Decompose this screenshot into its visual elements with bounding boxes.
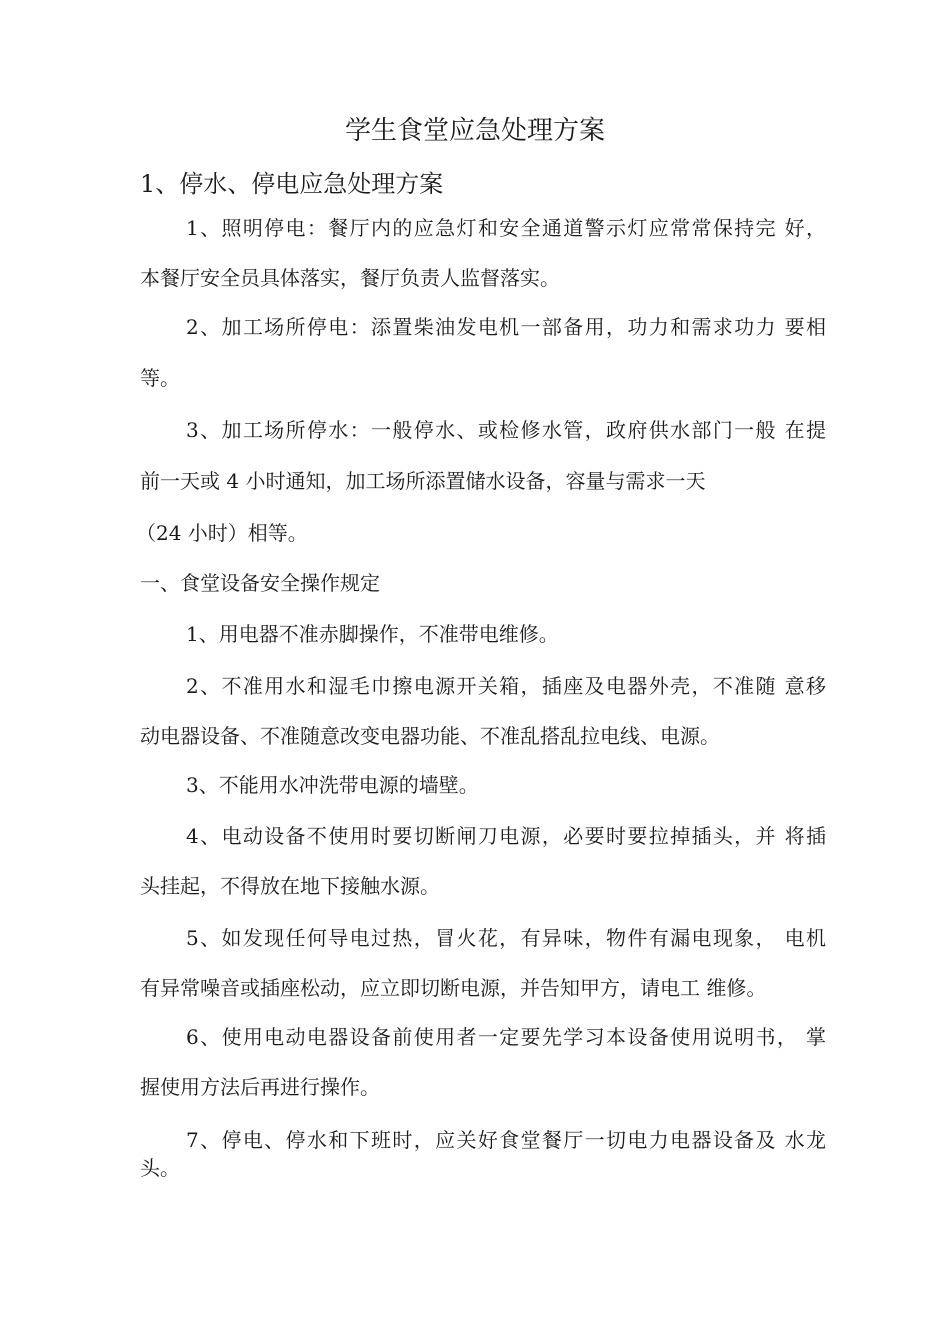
paragraph-line: （24 小时）相等。 bbox=[136, 521, 308, 545]
paragraph-line: 6、使用电动电器设备前使用者一定要先学习本设备使用说明书， 掌 bbox=[186, 1025, 826, 1049]
paragraph-line: 等。 bbox=[140, 366, 180, 390]
paragraph-line: 2、加工场所停电：添置柴油发电机一部备用，功力和需求功力 要相 bbox=[186, 315, 826, 339]
paragraph-line: 3、不能用水冲洗带电源的墙壁。 bbox=[186, 773, 479, 797]
paragraph-line: 3、加工场所停水：一般停水、或检修水管，政府供水部门一般 在提 bbox=[186, 418, 826, 442]
paragraph-line: 7、停电、停水和下班时，应关好食堂餐厅一切电力电器设备及 水龙 bbox=[186, 1128, 826, 1152]
paragraph-line: 有异常噪音或插座松动，应立即切断电源，并告知甲方，请电工 维修。 bbox=[140, 976, 767, 1000]
paragraph-line: 前一天或 4 小时通知，加工场所添置储水设备，容量与需求一天 bbox=[140, 469, 706, 493]
subsection-heading: 一、食堂设备安全操作规定 bbox=[140, 571, 380, 595]
paragraph-line: 1、用电器不准赤脚操作，不准带电维修。 bbox=[186, 622, 559, 646]
paragraph-line: 4、电动设备不使用时要切断闸刀电源，必要时要拉掉插头，并 将插 bbox=[186, 824, 826, 848]
paragraph-line: 2、不准用水和湿毛巾擦电源开关箱，插座及电器外壳，不准随 意移 bbox=[186, 674, 826, 698]
section-heading: 1、停水、停电应急处理方案 bbox=[140, 170, 444, 198]
paragraph-line: 5、如发现任何导电过热，冒火花，有异味，物件有漏电现象， 电机 bbox=[186, 926, 826, 950]
paragraph-line: 1、照明停电：餐厅内的应急灯和安全通道警示灯应常常保持完 好， bbox=[186, 216, 826, 240]
paragraph-line: 动电器设备、不准随意改变电器功能、不准乱搭乱拉电线、电源。 bbox=[140, 724, 720, 748]
paragraph-line: 握使用方法后再进行操作。 bbox=[140, 1075, 380, 1099]
document-title: 学生食堂应急处理方案 bbox=[344, 116, 605, 146]
paragraph-line: 本餐厅安全员具体落实，餐厅负责人监督落实。 bbox=[140, 266, 560, 290]
paragraph-line: 头。 bbox=[140, 1156, 180, 1180]
paragraph-line: 头挂起，不得放在地下接触水源。 bbox=[140, 874, 440, 898]
